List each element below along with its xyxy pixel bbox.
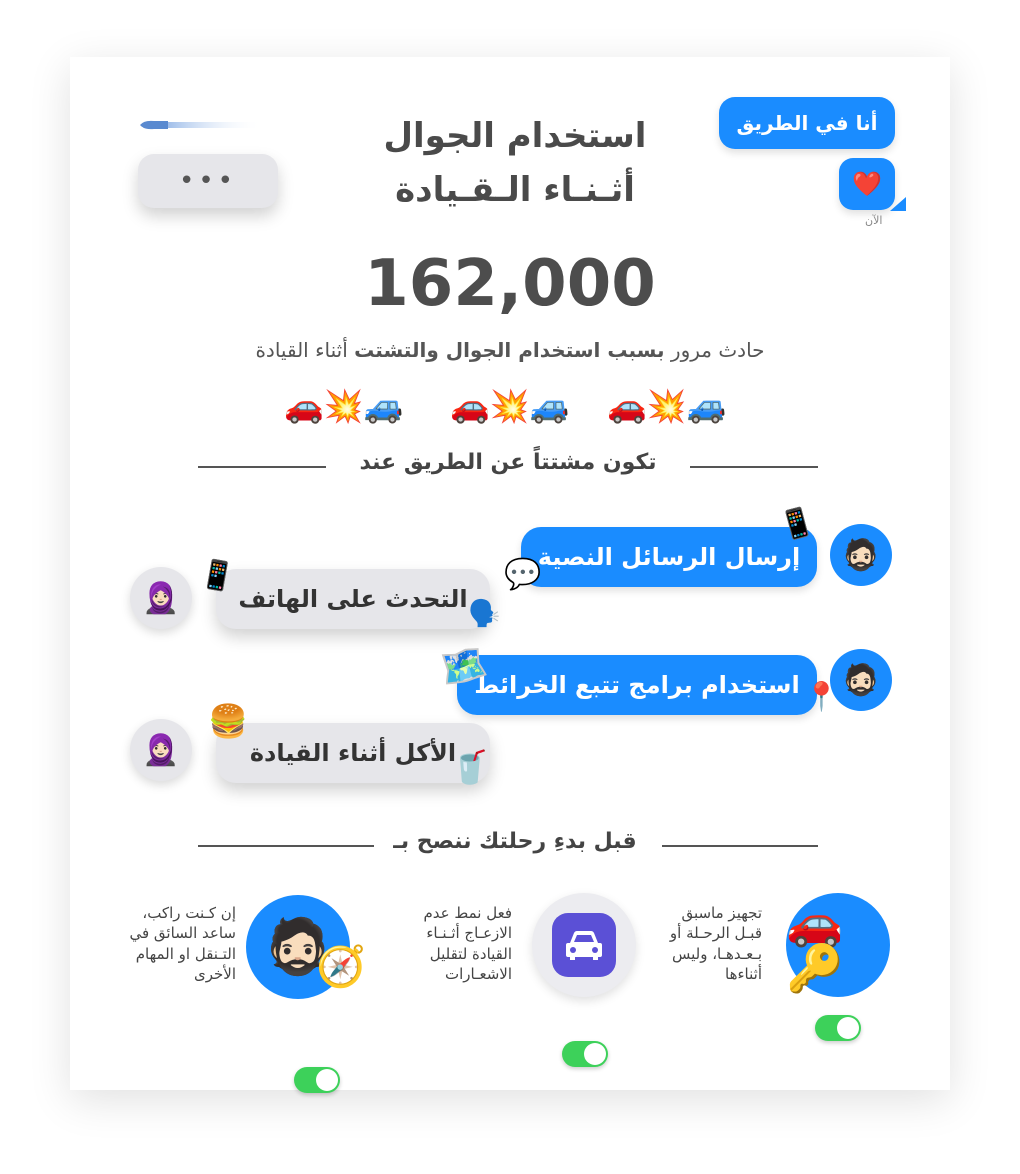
list-item-eating	[216, 723, 490, 786]
caption-bold: بسبب استخدام الجوال والتشتت	[354, 338, 665, 362]
rocket-streak-icon	[138, 115, 262, 125]
list-item-maps	[457, 655, 817, 715]
car-key-icon: 🚗🔑	[786, 893, 890, 997]
accident-count: 162,000	[364, 247, 656, 321]
speech-bubble-icon: 💬	[504, 557, 542, 592]
heart-bubble	[839, 158, 895, 210]
advice-heading: قبل بدءِ رحلتك ننصح بـ	[393, 829, 637, 854]
pin-icon: 📍	[804, 680, 839, 713]
dnd-car-icon	[532, 893, 636, 997]
map-icon: 🗺️	[435, 639, 492, 693]
man-avatar-icon: 🧔🏻	[842, 537, 880, 573]
toggle-dnd[interactable]	[562, 1041, 608, 1067]
sent-message-bubble	[719, 97, 895, 149]
tip-dnd-text: فعل نمط عدم الازعـاج أثـنـاء القيادة لتقليل الاشعـارات	[423, 904, 512, 983]
accident-caption	[190, 338, 830, 362]
item-label: استخدام برامج تتبع الخرائط	[474, 671, 800, 699]
page-title	[360, 109, 670, 218]
toggle-passenger[interactable]	[294, 1067, 340, 1093]
man-avatar-icon: 🧔🏻	[842, 662, 880, 698]
list-item-texting	[521, 527, 817, 587]
avatar-man	[830, 524, 892, 586]
distraction-heading: تكون مشتتاً عن الطريق عند	[359, 450, 657, 475]
timestamp: الآن	[865, 214, 883, 227]
title-line-2: أثـنـاء الـقـيادة	[395, 170, 635, 211]
drink-icon: 🥤	[450, 748, 490, 786]
divider-left	[198, 466, 326, 468]
passenger-helper-icon: 🧔🏻	[246, 895, 350, 999]
burger-icon: 🍔	[208, 702, 248, 740]
speaking-head-icon: 🗣️	[468, 599, 501, 629]
title-line-1: استخدام الجوال	[383, 116, 647, 156]
list-item-phone-call	[216, 569, 490, 629]
crash-icon-3: 🚗💥🚙	[607, 387, 727, 425]
divider-left	[198, 845, 374, 847]
tip-passenger-text: إن كـنت راكب، ساعد السائق في التـنقل او المهام الأخرى	[129, 904, 236, 983]
heart-icon: ❤️	[852, 170, 882, 198]
item-label: الأكل أثناء القيادة	[249, 739, 457, 767]
item-label: إرسال الرسائل النصية	[537, 543, 801, 571]
phone-icon: 📱	[776, 503, 819, 544]
car-glyph-icon	[564, 929, 604, 961]
crash-icon-1: 🚗💥🚙	[284, 387, 404, 425]
infographic-card	[70, 57, 950, 1090]
avatar-woman	[130, 719, 192, 781]
woman-avatar-icon: 🧕🏻	[142, 732, 180, 768]
divider-right	[690, 466, 818, 468]
bubble-tail	[890, 197, 906, 211]
typing-indicator-bubble	[138, 154, 278, 208]
woman-avatar-icon: 🧕🏻	[142, 580, 180, 616]
avatar-woman	[130, 567, 192, 629]
sent-message-text: أنا في الطريق	[736, 111, 878, 135]
tip-prepare-text: تجهيز ماسبق قبـل الرحـلة أو بـعـدهـا، وليس أثناءها	[669, 904, 762, 983]
compass-icon: 🧭	[316, 944, 366, 990]
phone-icon: 📱	[197, 556, 238, 595]
typing-dots: •••	[178, 166, 237, 196]
crash-icon-2: 🚗💥🚙	[450, 387, 570, 425]
caption-post: أثناء القيادة	[255, 338, 348, 362]
toggle-prepare[interactable]	[815, 1015, 861, 1041]
divider-right	[662, 845, 818, 847]
avatar-man	[830, 649, 892, 711]
caption-pre: حادث مرور	[670, 338, 765, 362]
item-label: التحدث على الهاتف	[238, 585, 468, 613]
